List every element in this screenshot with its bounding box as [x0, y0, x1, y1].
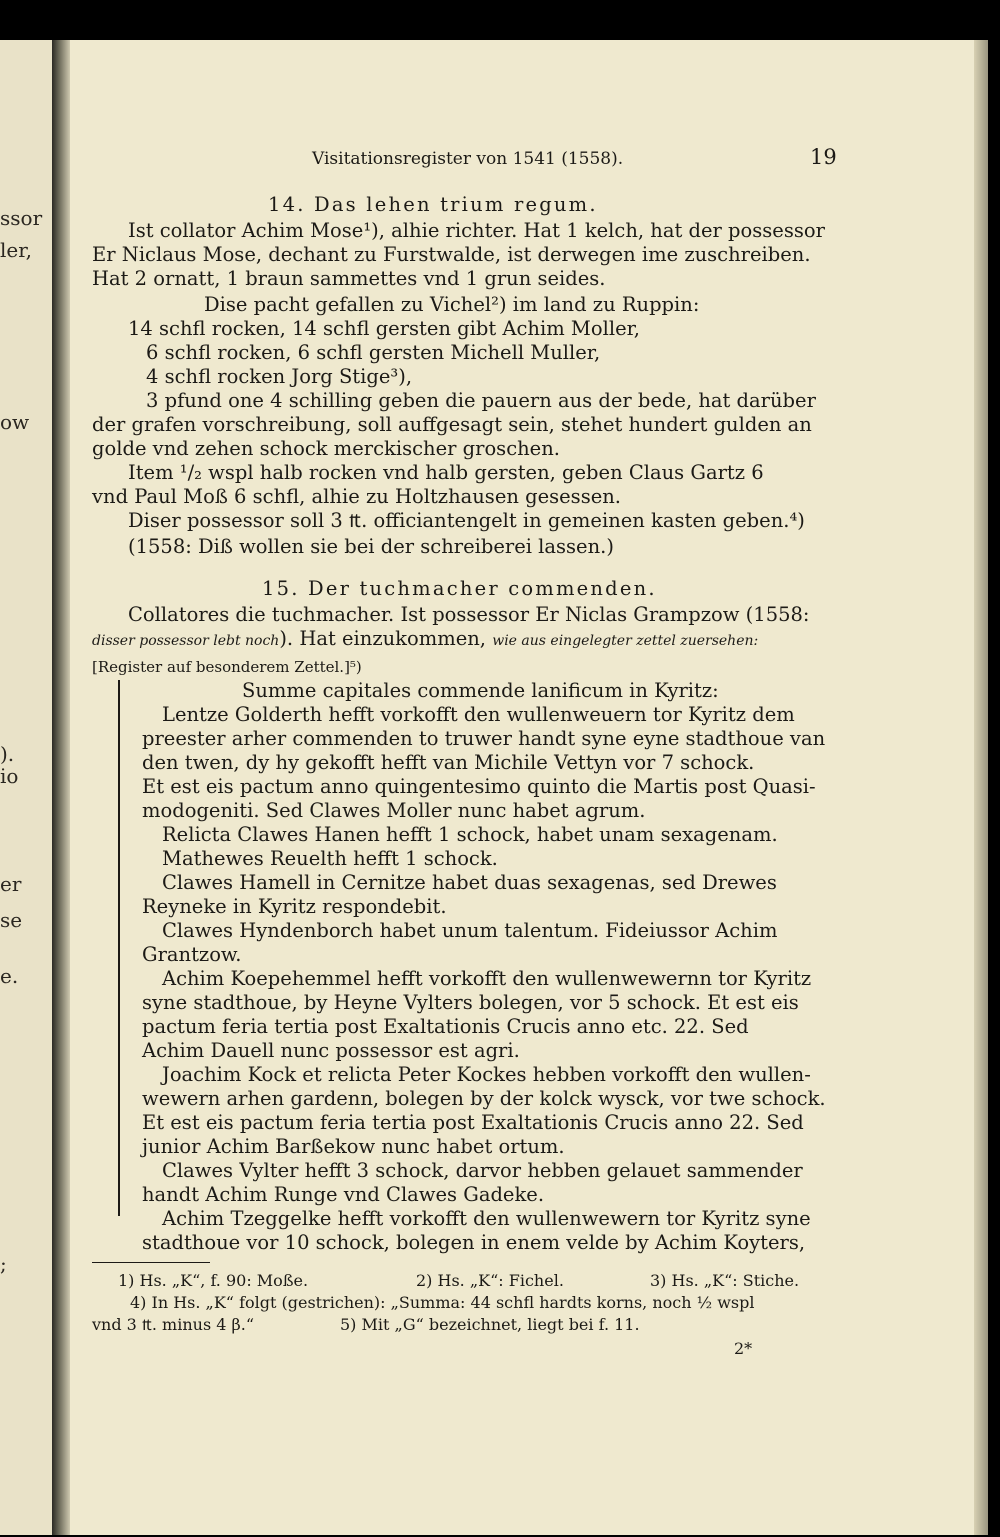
register-line: den twen, dy hy gekofft hefft van Michile Vettyn vor 7 schock.: [142, 751, 755, 774]
register-line: syne stadthoue, by Heyne Vylters bolegen, vor 5 schock. Et est eis: [142, 991, 799, 1014]
page-number: 19: [810, 145, 837, 169]
section-title: 14. Das lehen trium regum.: [268, 193, 598, 216]
text-line: 14 schfl rocken, 14 schfl gersten gibt Achim Moller,: [128, 317, 641, 340]
register-line: stadthoue vor 10 schock, bolegen in enem velde by Achim Koyters,: [142, 1231, 806, 1254]
footnote: 1) Hs. „K“, f. 90: Moße.: [118, 1271, 309, 1290]
section-title: 15. Der tuchmacher commenden.: [262, 577, 657, 600]
register-line: Clawes Vylter hefft 3 schock, darvor hebben gelauet sammender: [162, 1159, 803, 1182]
italic-note: disser possessor lebt noch: [92, 633, 280, 649]
register-line: Clawes Hyndenborch habet unum talentum. Fideiussor Achim: [162, 919, 778, 942]
text-line: 4 schfl rocken Jorg Stige³),: [146, 365, 413, 388]
register-line: handt Achim Runge vnd Clawes Gadeke.: [142, 1183, 545, 1206]
text-line: Item ¹/₂ wspl halb rocken vnd halb gersten, geben Claus Gartz 6: [128, 461, 764, 484]
margin-fragment: ).: [0, 742, 15, 766]
register-line: preester arher commenden to truwer handt syne eyne stadthoue van: [142, 727, 826, 750]
register-line: Achim Tzeggelke hefft vorkofft den wullenwewern tor Kyritz syne: [162, 1207, 811, 1230]
register-line: Joachim Kock et relicta Peter Kockes hebben vorkofft den wullen-: [162, 1063, 811, 1086]
footnote: 4) In Hs. „K“ folgt (gestrichen): „Summa: 44 schfl hardts korns, noch ½ wspl: [130, 1293, 755, 1312]
running-title: Visitationsregister von 1541 (1558).: [312, 149, 624, 169]
text-line: (1558: Diß wollen sie bei der schreiberei lassen.): [128, 535, 614, 558]
text-line: Hat 2 ornatt, 1 braun sammettes vnd 1 grun seides.: [92, 267, 606, 290]
left-page-fragment: [0, 40, 52, 1535]
register-line: Achim Koepehemmel hefft vorkofft den wullenwewernn tor Kyritz: [162, 967, 812, 990]
register-line: Relicta Clawes Hanen hefft 1 schock, habet unam sexagenam.: [162, 823, 778, 846]
text-line: Collatores die tuchmacher. Ist possessor Er Niclas Grampzow (1558:: [128, 603, 810, 626]
register-line: Summe capitales commende lanificum in Kyritz:: [242, 679, 719, 702]
text-fragment: ). Hat einzukommen,: [279, 627, 487, 650]
register-note: [Register auf besonderem Zettel.]⁵): [92, 658, 362, 676]
italic-note: wie aus eingelegter zettel zuersehen:: [492, 633, 759, 649]
margin-fragment: e.: [0, 964, 19, 988]
margin-fragment: ler,: [0, 238, 32, 262]
book-gutter: [52, 40, 70, 1535]
margin-fragment: io: [0, 764, 19, 788]
signature-mark: 2*: [734, 1339, 753, 1358]
register-line: Clawes Hamell in Cernitze habet duas sexagenas, sed Drewes: [162, 871, 777, 894]
register-line: junior Achim Barßekow nunc habet ortum.: [142, 1135, 565, 1158]
text-line: Dise pacht gefallen zu Vichel²) im land zu Ruppin:: [204, 293, 700, 316]
register-line: modogeniti. Sed Clawes Moller nunc habet agrum.: [142, 799, 646, 822]
text-line: Diser possessor soll 3 ₶. officiantengelt in gemeinen kasten geben.⁴): [128, 509, 805, 532]
margin-fragment: se: [0, 908, 23, 932]
text-line-mixed: [92, 628, 758, 652]
text-line: 3 pfund one 4 schilling geben die pauern aus der bede, hat darüber: [146, 389, 816, 412]
register-line: Achim Dauell nunc possessor est agri.: [142, 1039, 520, 1062]
register-line: Reyneke in Kyritz respondebit.: [142, 895, 447, 918]
text-line: Er Niclaus Mose, dechant zu Furstwalde, ist derwegen ime zuschreiben.: [92, 243, 811, 266]
footnote: 3) Hs. „K“: Stiche.: [650, 1271, 800, 1290]
text-line: vnd Paul Moß 6 schfl, alhie zu Holtzhausen gesessen.: [92, 485, 621, 508]
margin-fragment: ssor: [0, 206, 43, 230]
footnote: vnd 3 ₶. minus 4 β.“: [92, 1315, 255, 1334]
register-line: Grantzow.: [142, 943, 242, 966]
text-line: der grafen vorschreibung, soll auffgesagt sein, stehet hundert gulden an: [92, 413, 812, 436]
footnote-rule: [92, 1262, 210, 1263]
margin-fragment: er: [0, 872, 22, 896]
margin-fragment: ow: [0, 410, 30, 434]
register-line: Et est eis pactum feria tertia post Exaltationis Crucis anno 22. Sed: [142, 1111, 804, 1134]
register-line: pactum feria tertia post Exaltationis Crucis anno etc. 22. Sed: [142, 1015, 749, 1038]
register-bracket: [118, 680, 120, 1216]
margin-fragment: ;: [0, 1252, 7, 1276]
text-line: Ist collator Achim Mose¹), alhie richter. Hat 1 kelch, hat der possessor: [128, 219, 825, 242]
page-edge: [974, 40, 988, 1535]
footnote: 2) Hs. „K“: Fichel.: [416, 1271, 564, 1290]
register-line: Lentze Golderth hefft vorkofft den wullenweuern tor Kyritz dem: [162, 703, 795, 726]
register-line: wewern arhen gardenn, bolegen by der kolck wysck, vor twe schock.: [142, 1087, 826, 1110]
text-line: golde vnd zehen schock merckischer groschen.: [92, 437, 560, 460]
register-line: Mathewes Reuelth hefft 1 schock.: [162, 847, 498, 870]
footnote: 5) Mit „G“ bezeichnet, liegt bei f. 11.: [340, 1315, 640, 1334]
text-line: 6 schfl rocken, 6 schfl gersten Michell Muller,: [146, 341, 601, 364]
register-line: Et est eis pactum anno quingentesimo quinto die Martis post Quasi-: [142, 775, 816, 798]
